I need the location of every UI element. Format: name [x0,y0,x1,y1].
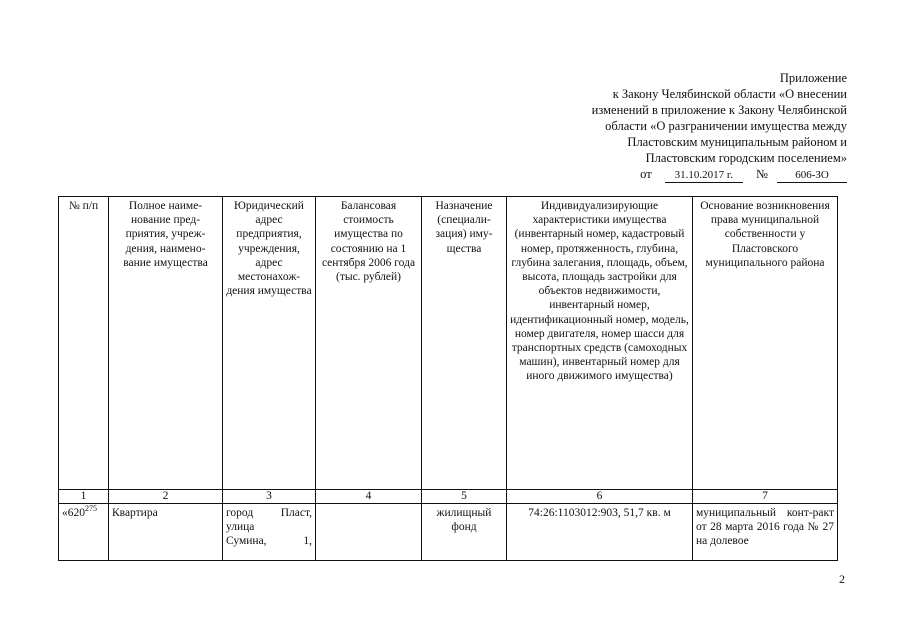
col-header-number: № п/п [59,197,109,490]
column-number: 3 [223,490,316,504]
law-date: 31.10.2017 г. [665,169,743,183]
col-header-characteristics: Индивидуализирующие характеристики имущества (инвентарный номер, кадастровый номер, протяженность, глубина, глубина залегания, площадь, объем, высота, площадь застройки для объектов недвижимости, инвентарный номер, идентификационный номер, модель, номер двигателя, номер шасси для транспортных средств (самоходных машин), инвентарный номер для иного движимого имущества) [507,197,693,490]
column-number-row [59,490,838,504]
page-number: 2 [839,572,845,586]
table-row [59,504,838,561]
row-number-superscript: 275 [85,504,97,514]
header-line: области «О разграничении имущества между [605,119,847,133]
col-header-balance: Балансовая стоимость имущества по состоянию на 1 сентября 2006 года (тыс. рублей) [316,197,422,490]
row-basis: муниципальный конт-ракт от 28 марта 2016 года № 27 на долевое [693,504,838,561]
header-line: Пластовским городским поселением» [645,151,847,165]
address-line: улица [226,521,255,534]
address-line: город Пласт, [226,507,312,519]
row-name: Квартира [109,504,223,561]
column-number: 2 [109,490,223,504]
col-header-purpose: Назначение (специали-зация) иму-щества [422,197,507,490]
header-line: Пластовским муниципальным районом и [627,135,847,149]
law-date-number [547,166,847,183]
property-table [58,196,838,561]
address-line: Сумина, 1, [226,535,312,548]
col-header-basis: Основание возникновения права муниципальной собственности у Пластовского муниципального района [693,197,838,490]
row-address [223,504,316,561]
row-number-main: «620 [62,507,85,519]
table-header-row [59,197,838,490]
row-characteristics: 74:26:1103012:903, 51,7 кв. м [507,504,693,561]
row-balance [316,504,422,561]
header-line: изменений в приложение к Закону Челябинской [591,103,847,117]
column-number: 7 [693,490,838,504]
number-label: № [755,167,768,181]
col-header-name: Полное наиме-нование пред-приятия, учреж-дения, наимено-вание имущества [109,197,223,490]
column-number: 6 [507,490,693,504]
date-prefix: от [640,167,652,181]
col-header-address: Юридический адрес предприятия, учреждения, адрес местонахож-дения имущества [223,197,316,490]
column-number: 4 [316,490,422,504]
law-number: 606-ЗО [777,169,847,183]
header-line: к Закону Челябинской области «О внесении [612,87,847,101]
row-purpose: жилищный фонд [422,504,507,561]
row-number [59,504,109,561]
header-line: Приложение [779,71,847,85]
appendix-header [547,70,847,183]
column-number: 1 [59,490,109,504]
column-number: 5 [422,490,507,504]
